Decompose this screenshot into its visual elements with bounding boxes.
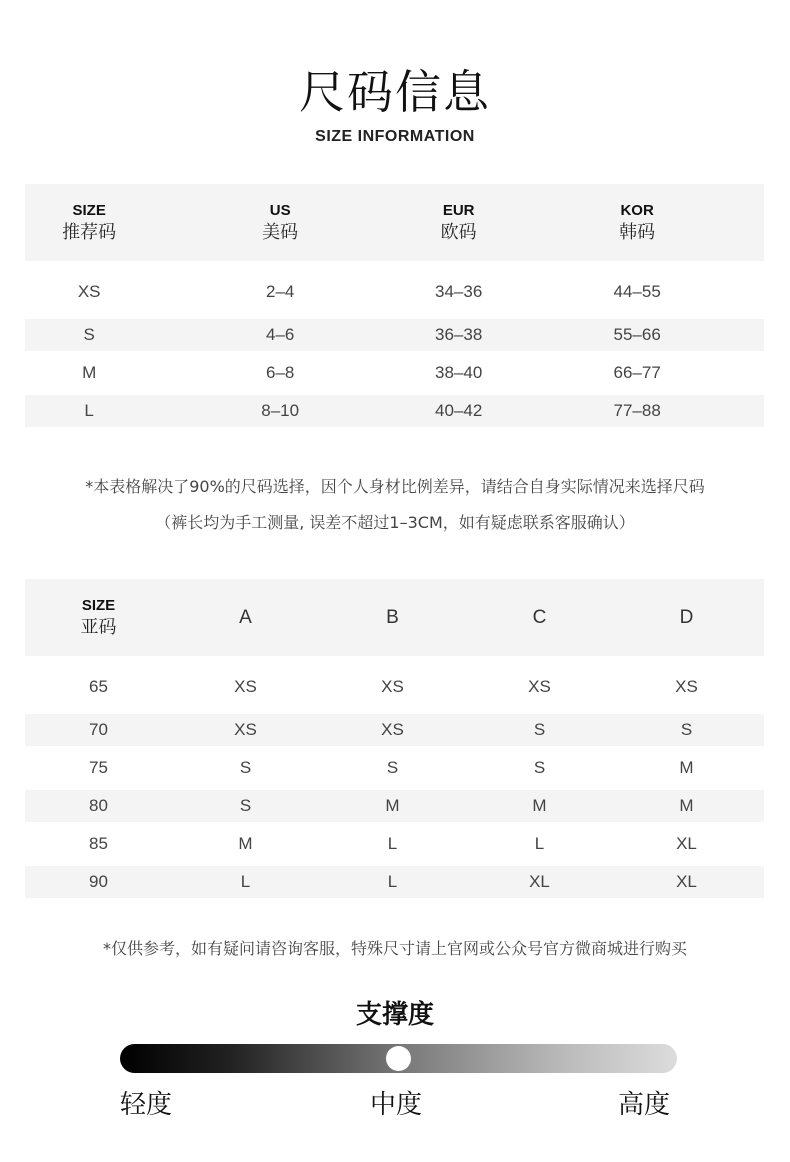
table-cell: XL [676, 872, 697, 891]
table-cell: M [532, 796, 547, 815]
table-cell: 34–36 [435, 282, 483, 301]
table-cell: XS [234, 677, 257, 696]
header-cup-d [613, 607, 760, 629]
table-row [25, 714, 764, 746]
header-cup-a [172, 607, 319, 629]
table-cell: 77–88 [613, 401, 661, 420]
header-size [25, 596, 172, 640]
table-cell: 80 [89, 796, 108, 815]
header-label: B [386, 606, 399, 628]
reference-note: *仅供参考，如有疑问请咨询客服，特殊尺寸请上官网或公众号官方微商城进行购买 [102, 939, 687, 958]
level-high-label: 高度 [618, 1090, 671, 1120]
header-label-en: SIZE [72, 201, 106, 219]
table-cell: XS [381, 677, 404, 696]
table-cell: S [83, 325, 95, 344]
table-row [25, 351, 764, 395]
header-us [153, 201, 407, 245]
table-cell: 66–77 [613, 363, 661, 382]
table-header [25, 184, 764, 261]
table-cell: XS [234, 720, 257, 739]
table-cell: 44–55 [613, 282, 661, 301]
header-kor [510, 201, 764, 245]
table-cell: XS [528, 677, 551, 696]
table-cell: L [534, 834, 545, 853]
table-cell: XL [676, 834, 697, 853]
header-label-cn: 韩码 [619, 221, 656, 243]
table-row [25, 319, 764, 351]
header-label-cn: 美码 [262, 221, 299, 243]
table-cell: S [386, 758, 399, 777]
header-label-cn: 亚码 [80, 616, 117, 638]
header-label-cn: 欧码 [440, 221, 477, 243]
table-cell: S [239, 758, 252, 777]
cup-size-table [25, 579, 764, 898]
page-title: 尺码信息 [299, 65, 491, 119]
table-row [25, 790, 764, 822]
table-row [25, 656, 764, 714]
header-label-en: EUR [442, 201, 475, 219]
table-cell: L [240, 872, 251, 891]
table-cell: L [387, 872, 398, 891]
table-row [25, 261, 764, 319]
table-cell: 90 [89, 872, 108, 891]
table-cell: L [387, 834, 398, 853]
table-cell: S [533, 720, 546, 739]
table-cell: S [680, 720, 693, 739]
table-cell: XS [77, 282, 101, 301]
header-eur [407, 201, 510, 245]
header-label-en: KOR [620, 201, 654, 219]
header-label: D [679, 606, 694, 628]
table-cell: 70 [89, 720, 108, 739]
support-title: 支撑度 [355, 1000, 434, 1030]
table-cell: 2–4 [265, 282, 295, 301]
size-note: *本表格解决了90%的尺码选择，因个人身材比例差异，请结合自身实际情况来选择尺码 [85, 477, 705, 496]
level-light-label: 轻度 [120, 1090, 173, 1120]
support-level-indicator [386, 1046, 411, 1071]
table-cell: 85 [89, 834, 108, 853]
table-cell: S [533, 758, 546, 777]
support-level-bar [120, 1044, 677, 1073]
table-header [25, 579, 764, 656]
header-label: A [239, 606, 252, 628]
table-cell: S [239, 796, 252, 815]
table-row [25, 866, 764, 898]
table-cell: 36–38 [435, 325, 483, 344]
table-cell: 65 [89, 677, 108, 696]
header-label-cn: 推荐码 [62, 221, 117, 243]
table-cell: M [679, 758, 694, 777]
table-cell: 6–8 [265, 363, 295, 382]
table-cell: M [385, 796, 400, 815]
header-label-en: US [269, 201, 291, 219]
table-row [25, 746, 764, 790]
table-cell: 40–42 [435, 401, 483, 420]
header-label-en: SIZE [81, 596, 116, 614]
table-cell: 8–10 [261, 401, 300, 420]
table-cell: XL [529, 872, 550, 891]
table-cell: M [82, 363, 97, 382]
size-conversion-table [25, 184, 764, 427]
level-medium-label: 中度 [370, 1090, 423, 1120]
table-cell: M [679, 796, 694, 815]
table-cell: 55–66 [613, 325, 661, 344]
header-cup-b [319, 607, 466, 629]
table-cell: XS [675, 677, 698, 696]
measurement-note: （裤长均为手工测量, 误差不超过1–3CM，如有疑虑联系客服确认） [155, 513, 635, 532]
table-cell: XS [381, 720, 404, 739]
table-row [25, 822, 764, 866]
page-subtitle: SIZE INFORMATION [315, 128, 475, 145]
table-cell: L [84, 401, 94, 420]
header-cup-c [466, 607, 613, 629]
table-cell: 38–40 [435, 363, 483, 382]
table-cell: M [238, 834, 253, 853]
table-cell: 75 [89, 758, 108, 777]
header-size [25, 201, 153, 245]
table-row [25, 395, 764, 427]
header-label: C [532, 606, 547, 628]
table-cell: 4–6 [265, 325, 295, 344]
